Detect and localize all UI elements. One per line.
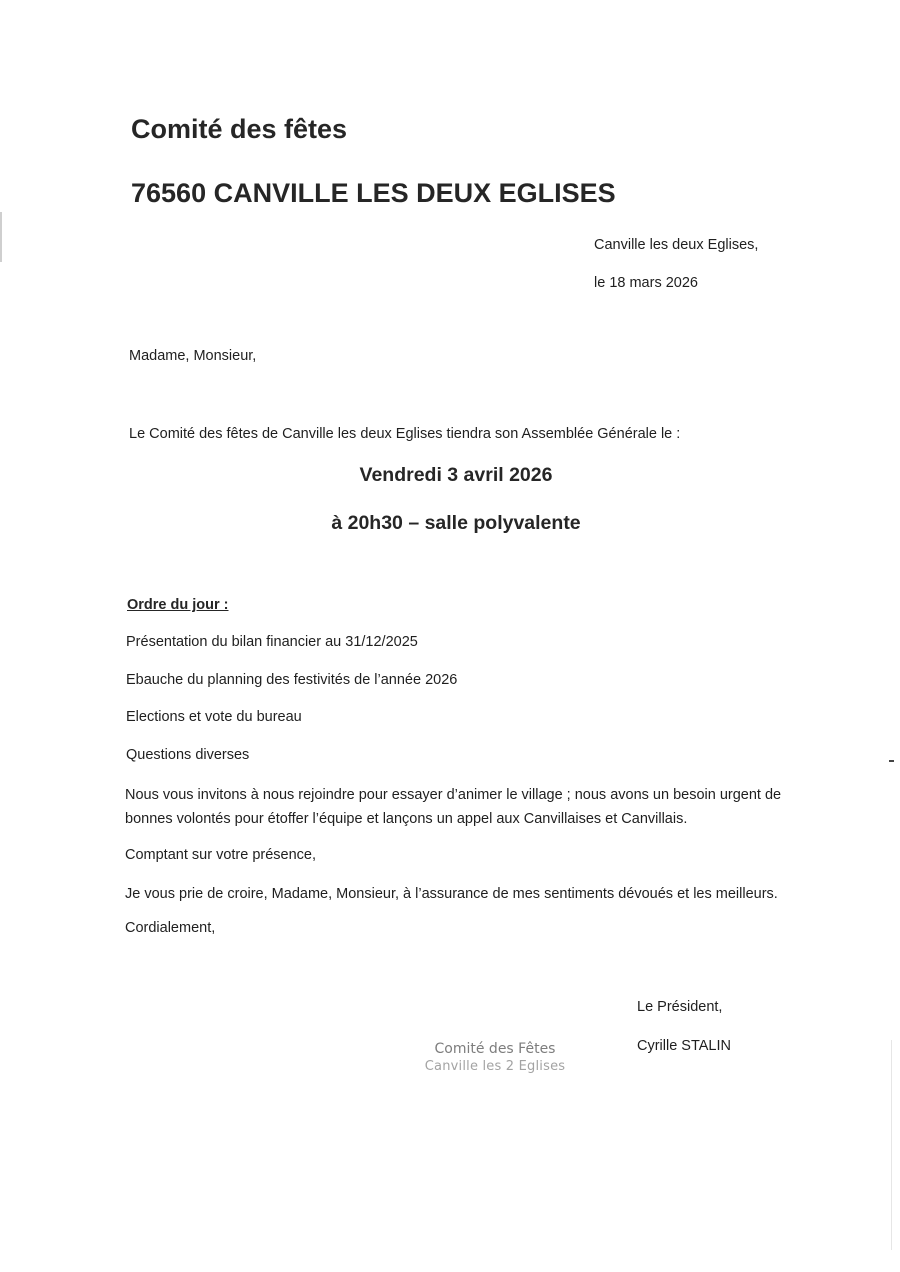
- stamp-line2: Canville les 2 Eglises: [424, 1059, 566, 1074]
- invitation-paragraph-line2: bonnes volontés pour étoffer l’équipe et lançons un appel aux Canvillaises et Canvillais.: [125, 811, 688, 827]
- agenda-item: Présentation du bilan financier au 31/12/2025: [126, 634, 418, 650]
- salutation: Madame, Monsieur,: [129, 348, 257, 364]
- invitation-paragraph-line1: Nous vous invitons à nous rejoindre pour essayer d’animer le village ; nous avons un besoin urgent de: [125, 787, 782, 803]
- agenda-item: Ebauche du planning des festivités de l’année 2026: [126, 672, 458, 688]
- event-date: Vendredi 3 avril 2026: [359, 464, 553, 486]
- organization-stamp: [410, 1040, 580, 1076]
- counting-on-presence: Comptant sur votre présence,: [125, 847, 317, 863]
- organization-address: 76560 CANVILLE LES DEUX EGLISES: [131, 178, 616, 208]
- agenda-heading: Ordre du jour :: [127, 597, 229, 613]
- dateline-date: le 18 mars 2026: [594, 275, 698, 291]
- organization-name: Comité des fêtes: [131, 114, 348, 144]
- scan-edge-mark-right: [891, 1040, 892, 1250]
- agenda-item: Questions diverses: [126, 747, 250, 763]
- signatory-title: Le Président,: [637, 999, 723, 1015]
- agenda-item: Elections et vote du bureau: [126, 709, 302, 725]
- dateline-place: Canville les deux Eglises,: [594, 237, 759, 253]
- scan-edge-mark-left: [0, 212, 2, 262]
- formal-regards: Je vous prie de croire, Madame, Monsieur, à l’assurance de mes sentiments dévoués et les meilleurs.: [125, 886, 778, 902]
- closing: Cordialement,: [125, 920, 216, 936]
- event-time-place: à 20h30 – salle polyvalente: [331, 512, 581, 534]
- stamp-line1: Comité des Fêtes: [434, 1041, 556, 1057]
- meeting-announcement: Le Comité des fêtes de Canville les deux Eglises tiendra son Assemblée Générale le :: [129, 426, 681, 442]
- scan-dash-mark-right: [889, 760, 894, 762]
- signatory-name: Cyrille STALIN: [637, 1038, 731, 1054]
